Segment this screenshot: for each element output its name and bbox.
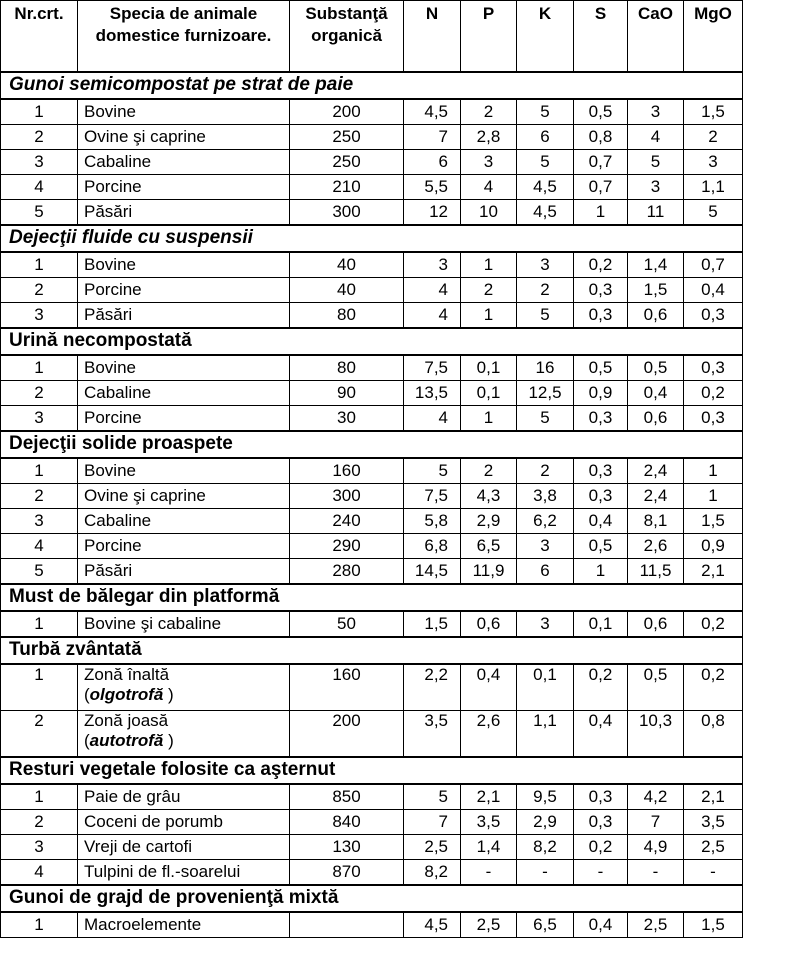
cell-n: 14,5 <box>404 558 461 584</box>
cell-species: Ovine şi caprine <box>78 483 290 508</box>
table-row <box>1 199 743 225</box>
cell-species: Cabaline <box>78 149 290 174</box>
cell-nr: 1 <box>1 458 78 484</box>
cell-nr: 5 <box>1 199 78 225</box>
cell-s: 0,7 <box>574 174 628 199</box>
cell-nr: 4 <box>1 174 78 199</box>
cell-s: 0,2 <box>574 664 628 711</box>
cell-k: 16 <box>517 355 574 381</box>
section-header <box>1 584 743 611</box>
cell-nr: 1 <box>1 784 78 810</box>
cell-s: 0,7 <box>574 149 628 174</box>
cell-s: 0,3 <box>574 458 628 484</box>
cell-s: 0,2 <box>574 252 628 278</box>
cell-n: 4 <box>404 405 461 431</box>
cell-nr: 1 <box>1 355 78 381</box>
cell-cao: - <box>628 859 684 885</box>
cell-organic: 300 <box>290 483 404 508</box>
cell-cao: 4 <box>628 124 684 149</box>
cell-cao: 3 <box>628 174 684 199</box>
cell-n: 13,5 <box>404 380 461 405</box>
cell-species: Ovine şi caprine <box>78 124 290 149</box>
cell-n: 4,5 <box>404 912 461 938</box>
table-row <box>1 277 743 302</box>
cell-n: 6 <box>404 149 461 174</box>
cell-k: 2,9 <box>517 809 574 834</box>
table-row <box>1 611 743 637</box>
cell-k: 2 <box>517 458 574 484</box>
cell-n: 5 <box>404 784 461 810</box>
header-k: K <box>517 1 574 72</box>
cell-organic: 250 <box>290 124 404 149</box>
cell-mgo: 0,3 <box>684 405 743 431</box>
cell-species: Zonă joasă (autotrofă ) <box>78 710 290 757</box>
cell-p: - <box>461 859 517 885</box>
cell-k: 1,1 <box>517 710 574 757</box>
cell-n: 4 <box>404 277 461 302</box>
cell-mgo: 0,2 <box>684 380 743 405</box>
cell-cao: 4,9 <box>628 834 684 859</box>
cell-species: Cabaline <box>78 508 290 533</box>
cell-species: Coceni de porumb <box>78 809 290 834</box>
cell-mgo: 1 <box>684 458 743 484</box>
cell-organic: 40 <box>290 252 404 278</box>
table-row <box>1 405 743 431</box>
cell-p: 0,1 <box>461 380 517 405</box>
cell-k: 6,5 <box>517 912 574 938</box>
table-row <box>1 912 743 938</box>
cell-organic: 280 <box>290 558 404 584</box>
header-p: P <box>461 1 517 72</box>
cell-nr: 2 <box>1 380 78 405</box>
cell-nr: 1 <box>1 664 78 711</box>
cell-k: 4,5 <box>517 199 574 225</box>
cell-nr: 3 <box>1 302 78 328</box>
species-note: olgotrofă <box>89 684 164 704</box>
cell-n: 7 <box>404 124 461 149</box>
cell-mgo: 0,2 <box>684 664 743 711</box>
cell-nr: 3 <box>1 834 78 859</box>
cell-k: 2 <box>517 277 574 302</box>
cell-k: 3 <box>517 533 574 558</box>
cell-p: 2,1 <box>461 784 517 810</box>
cell-p: 1 <box>461 252 517 278</box>
section-title: Resturi vegetale folosite ca aşternut <box>1 757 743 784</box>
cell-organic: 250 <box>290 149 404 174</box>
section-title: Gunoi semicompostat pe strat de paie <box>1 72 743 99</box>
cell-mgo: 1,5 <box>684 508 743 533</box>
cell-n: 5 <box>404 458 461 484</box>
cell-mgo: 0,8 <box>684 710 743 757</box>
cell-s: 0,1 <box>574 611 628 637</box>
species-note: autotrofă <box>89 730 164 750</box>
cell-s: 0,5 <box>574 99 628 125</box>
species-name: Zonă joasă <box>84 710 169 730</box>
cell-p: 0,1 <box>461 355 517 381</box>
cell-n: 5,5 <box>404 174 461 199</box>
cell-p: 4,3 <box>461 483 517 508</box>
cell-s: 0,3 <box>574 302 628 328</box>
header-organic: Substanţă organică <box>290 1 404 72</box>
cell-p: 2 <box>461 99 517 125</box>
cell-n: 7 <box>404 809 461 834</box>
cell-k: 0,1 <box>517 664 574 711</box>
table-row <box>1 834 743 859</box>
table-row <box>1 149 743 174</box>
header-s: S <box>574 1 628 72</box>
cell-n: 12 <box>404 199 461 225</box>
cell-n: 8,2 <box>404 859 461 885</box>
cell-mgo: 5 <box>684 199 743 225</box>
section-title: Gunoi de grajd de provenienţă mixtă <box>1 885 743 912</box>
cell-n: 4,5 <box>404 99 461 125</box>
cell-p: 3 <box>461 149 517 174</box>
cell-mgo: 0,3 <box>684 355 743 381</box>
cell-k: 5 <box>517 405 574 431</box>
cell-s: 0,5 <box>574 355 628 381</box>
section-header <box>1 225 743 252</box>
cell-organic: 870 <box>290 859 404 885</box>
cell-cao: 11 <box>628 199 684 225</box>
cell-k: 6,2 <box>517 508 574 533</box>
cell-k: 6 <box>517 124 574 149</box>
cell-species: Porcine <box>78 533 290 558</box>
cell-p: 2 <box>461 277 517 302</box>
table-row <box>1 809 743 834</box>
cell-p: 2,5 <box>461 912 517 938</box>
cell-p: 2,8 <box>461 124 517 149</box>
cell-organic: 130 <box>290 834 404 859</box>
section-title: Must de bălegar din platformă <box>1 584 743 611</box>
cell-cao: 3 <box>628 99 684 125</box>
header-cao: CaO <box>628 1 684 72</box>
cell-cao: 11,5 <box>628 558 684 584</box>
cell-p: 11,9 <box>461 558 517 584</box>
cell-n: 1,5 <box>404 611 461 637</box>
cell-nr: 5 <box>1 558 78 584</box>
cell-mgo: 1 <box>684 483 743 508</box>
section-title: Dejecţii fluide cu suspensii <box>1 225 743 252</box>
header-nr: Nr.crt. <box>1 1 78 72</box>
cell-species: Păsări <box>78 302 290 328</box>
table-row <box>1 99 743 125</box>
cell-mgo: 0,9 <box>684 533 743 558</box>
species-name: Zonă înaltă <box>84 664 170 684</box>
cell-mgo: 2,1 <box>684 558 743 584</box>
table-row <box>1 508 743 533</box>
cell-p: 0,4 <box>461 664 517 711</box>
cell-k: 3 <box>517 611 574 637</box>
cell-p: 1 <box>461 405 517 431</box>
cell-s: 1 <box>574 558 628 584</box>
cell-cao: 10,3 <box>628 710 684 757</box>
cell-n: 4 <box>404 302 461 328</box>
cell-nr: 2 <box>1 809 78 834</box>
cell-species: Porcine <box>78 405 290 431</box>
cell-mgo: 3 <box>684 149 743 174</box>
table-row <box>1 458 743 484</box>
table-row <box>1 252 743 278</box>
cell-n: 7,5 <box>404 355 461 381</box>
cell-cao: 8,1 <box>628 508 684 533</box>
cell-mgo: 2 <box>684 124 743 149</box>
cell-n: 3 <box>404 252 461 278</box>
cell-mgo: 0,7 <box>684 252 743 278</box>
cell-n: 2,5 <box>404 834 461 859</box>
cell-cao: 4,2 <box>628 784 684 810</box>
cell-s: 1 <box>574 199 628 225</box>
cell-organic: 240 <box>290 508 404 533</box>
section-header <box>1 328 743 355</box>
cell-cao: 0,5 <box>628 355 684 381</box>
cell-species: Paie de grâu <box>78 784 290 810</box>
cell-p: 2 <box>461 458 517 484</box>
cell-organic: 200 <box>290 710 404 757</box>
cell-cao: 2,4 <box>628 483 684 508</box>
cell-p: 2,9 <box>461 508 517 533</box>
cell-organic: 80 <box>290 355 404 381</box>
header-n: N <box>404 1 461 72</box>
section-header <box>1 72 743 99</box>
section-header <box>1 757 743 784</box>
cell-s: 0,3 <box>574 277 628 302</box>
cell-organic: 160 <box>290 458 404 484</box>
cell-organic: 290 <box>290 533 404 558</box>
cell-organic: 50 <box>290 611 404 637</box>
section-title: Urină necompostată <box>1 328 743 355</box>
cell-mgo: 2,1 <box>684 784 743 810</box>
cell-mgo: 3,5 <box>684 809 743 834</box>
cell-s: - <box>574 859 628 885</box>
cell-nr: 4 <box>1 859 78 885</box>
cell-species: Bovine şi cabaline <box>78 611 290 637</box>
cell-n: 3,5 <box>404 710 461 757</box>
cell-s: 0,3 <box>574 405 628 431</box>
cell-cao: 2,4 <box>628 458 684 484</box>
cell-nr: 4 <box>1 533 78 558</box>
cell-p: 0,6 <box>461 611 517 637</box>
cell-organic: 840 <box>290 809 404 834</box>
cell-s: 0,2 <box>574 834 628 859</box>
cell-mgo: 1,5 <box>684 912 743 938</box>
cell-p: 2,6 <box>461 710 517 757</box>
cell-mgo: 0,4 <box>684 277 743 302</box>
cell-mgo: - <box>684 859 743 885</box>
section-header <box>1 637 743 664</box>
cell-k: 5 <box>517 302 574 328</box>
cell-k: 5 <box>517 149 574 174</box>
table-body <box>1 72 743 938</box>
cell-organic: 40 <box>290 277 404 302</box>
cell-species: Cabaline <box>78 380 290 405</box>
cell-p: 1 <box>461 302 517 328</box>
cell-p: 4 <box>461 174 517 199</box>
cell-cao: 0,5 <box>628 664 684 711</box>
cell-cao: 7 <box>628 809 684 834</box>
cell-cao: 1,5 <box>628 277 684 302</box>
cell-s: 0,8 <box>574 124 628 149</box>
cell-organic: 200 <box>290 99 404 125</box>
table-row <box>1 784 743 810</box>
cell-p: 1,4 <box>461 834 517 859</box>
cell-mgo: 1,5 <box>684 99 743 125</box>
section-header <box>1 885 743 912</box>
cell-s: 0,4 <box>574 710 628 757</box>
table-row <box>1 355 743 381</box>
cell-species: Porcine <box>78 277 290 302</box>
cell-nr: 2 <box>1 483 78 508</box>
cell-organic <box>290 912 404 938</box>
cell-mgo: 1,1 <box>684 174 743 199</box>
section-title: Dejecţii solide proaspete <box>1 431 743 458</box>
cell-cao: 0,6 <box>628 302 684 328</box>
cell-nr: 2 <box>1 124 78 149</box>
cell-nr: 1 <box>1 611 78 637</box>
cell-k: 9,5 <box>517 784 574 810</box>
table-row <box>1 533 743 558</box>
cell-nr: 3 <box>1 405 78 431</box>
section-header <box>1 431 743 458</box>
cell-species: Bovine <box>78 252 290 278</box>
cell-species: Macroelemente <box>78 912 290 938</box>
cell-s: 0,9 <box>574 380 628 405</box>
cell-n: 2,2 <box>404 664 461 711</box>
cell-cao: 0,4 <box>628 380 684 405</box>
cell-k: 3,8 <box>517 483 574 508</box>
cell-organic: 210 <box>290 174 404 199</box>
cell-cao: 0,6 <box>628 611 684 637</box>
cell-species: Păsări <box>78 199 290 225</box>
cell-organic: 160 <box>290 664 404 711</box>
cell-species: Zonă înaltă (olgotrofă ) <box>78 664 290 711</box>
cell-species: Păsări <box>78 558 290 584</box>
table-row <box>1 124 743 149</box>
cell-nr: 2 <box>1 710 78 757</box>
cell-mgo: 0,2 <box>684 611 743 637</box>
cell-species: Vreji de cartofi <box>78 834 290 859</box>
cell-k: 12,5 <box>517 380 574 405</box>
header-species: Specia de animale domestice furnizoare. <box>78 1 290 72</box>
cell-nr: 2 <box>1 277 78 302</box>
table-row <box>1 664 743 711</box>
cell-species: Bovine <box>78 99 290 125</box>
table-row <box>1 380 743 405</box>
cell-cao: 1,4 <box>628 252 684 278</box>
cell-n: 7,5 <box>404 483 461 508</box>
cell-k: - <box>517 859 574 885</box>
table-row <box>1 483 743 508</box>
cell-species: Bovine <box>78 458 290 484</box>
table-row <box>1 859 743 885</box>
cell-nr: 1 <box>1 99 78 125</box>
cell-s: 0,3 <box>574 784 628 810</box>
cell-p: 3,5 <box>461 809 517 834</box>
section-title: Turbă zvântată <box>1 637 743 664</box>
cell-k: 8,2 <box>517 834 574 859</box>
cell-cao: 0,6 <box>628 405 684 431</box>
cell-k: 3 <box>517 252 574 278</box>
cell-k: 6 <box>517 558 574 584</box>
cell-n: 6,8 <box>404 533 461 558</box>
cell-nr: 3 <box>1 149 78 174</box>
cell-organic: 80 <box>290 302 404 328</box>
cell-p: 10 <box>461 199 517 225</box>
cell-organic: 300 <box>290 199 404 225</box>
cell-s: 0,5 <box>574 533 628 558</box>
cell-organic: 850 <box>290 784 404 810</box>
cell-nr: 1 <box>1 252 78 278</box>
cell-n: 5,8 <box>404 508 461 533</box>
table-header <box>1 1 743 72</box>
cell-mgo: 0,3 <box>684 302 743 328</box>
header-mgo: MgO <box>684 1 743 72</box>
cell-s: 0,4 <box>574 508 628 533</box>
cell-organic: 30 <box>290 405 404 431</box>
cell-species: Tulpini de fl.-soarelui <box>78 859 290 885</box>
cell-species: Bovine <box>78 355 290 381</box>
cell-k: 4,5 <box>517 174 574 199</box>
cell-organic: 90 <box>290 380 404 405</box>
cell-cao: 5 <box>628 149 684 174</box>
cell-k: 5 <box>517 99 574 125</box>
cell-nr: 1 <box>1 912 78 938</box>
table-row <box>1 710 743 757</box>
cell-p: 6,5 <box>461 533 517 558</box>
cell-cao: 2,5 <box>628 912 684 938</box>
cell-nr: 3 <box>1 508 78 533</box>
table-row <box>1 302 743 328</box>
cell-mgo: 2,5 <box>684 834 743 859</box>
table-row <box>1 174 743 199</box>
cell-species: Porcine <box>78 174 290 199</box>
cell-s: 0,3 <box>574 809 628 834</box>
table-row <box>1 558 743 584</box>
cell-s: 0,4 <box>574 912 628 938</box>
cell-cao: 2,6 <box>628 533 684 558</box>
cell-s: 0,3 <box>574 483 628 508</box>
